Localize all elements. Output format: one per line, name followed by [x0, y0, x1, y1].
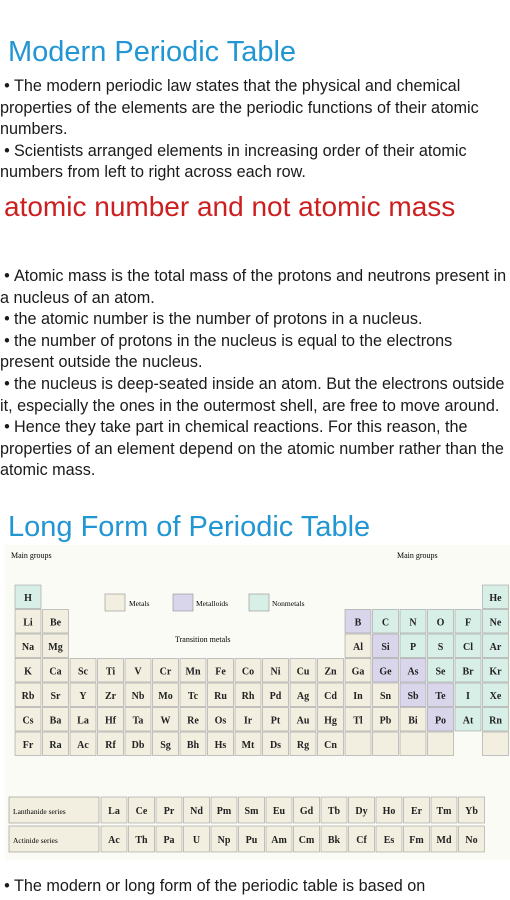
element-symbol: Cf [356, 835, 367, 846]
element-symbol: Pd [269, 691, 282, 702]
element-symbol: In [353, 691, 363, 702]
element-symbol: Cr [159, 666, 172, 678]
element-symbol: Am [271, 835, 287, 846]
element-symbol: Sm [244, 806, 259, 817]
element-symbol: Tc [187, 691, 199, 702]
legend-swatch-metals [105, 594, 125, 611]
element-symbol: Yb [465, 806, 478, 817]
element-symbol: F [464, 617, 472, 629]
element-symbol: W [160, 715, 171, 727]
element-symbol: Al [353, 642, 363, 653]
element-symbol: At [462, 715, 474, 727]
element-symbol: La [77, 715, 89, 727]
element-symbol: Pt [270, 715, 281, 727]
element-symbol: Au [296, 715, 310, 727]
element-symbol: B [354, 617, 362, 629]
element-symbol: Ti [105, 666, 116, 678]
element-symbol: I [466, 691, 470, 702]
element-symbol: Ca [49, 666, 62, 678]
element-symbol: Tl [353, 715, 363, 727]
element-symbol: Pm [216, 806, 232, 817]
element-symbol: Cs [22, 715, 34, 727]
legend-label-nonmetals: Nonmetals [272, 599, 305, 608]
legend-swatch-metalloids [173, 594, 193, 611]
element-symbol: Hs [214, 740, 227, 751]
element-symbol: Ce [135, 806, 148, 817]
element-symbol: Bi [408, 715, 418, 727]
lanthanide-series-label: Lanthanide series [13, 807, 66, 816]
element-symbol: Rh [241, 691, 255, 702]
periodic-table-image [5, 545, 510, 860]
legend-label-metalloids: Metalloids [196, 599, 229, 608]
element-cell [373, 732, 399, 756]
element-symbol: Kr [489, 666, 502, 678]
element-symbol: Xe [489, 691, 502, 702]
element-symbol: Ga [351, 666, 365, 678]
bullet-paragraph: • The modern periodic law states that the physical and chemical properties of the elements are the periodic functions of their atomic numbers. [0, 77, 479, 139]
element-symbol: Rf [105, 740, 116, 751]
element-symbol: Ni [270, 666, 281, 678]
element-symbol: Zn [324, 666, 337, 678]
element-symbol: Mo [158, 691, 173, 702]
element-symbol: Nd [190, 806, 203, 817]
element-symbol: Rn [489, 715, 502, 727]
element-symbol: Mt [241, 740, 255, 751]
element-symbol: Sr [50, 691, 61, 702]
section-atomic-number [0, 266, 510, 482]
element-symbol: Ba [49, 715, 62, 727]
element-symbol: Br [462, 666, 474, 678]
element-symbol: Es [383, 835, 395, 846]
element-symbol: Hg [324, 715, 337, 727]
element-symbol: Si [381, 642, 390, 653]
element-symbol: Li [23, 617, 33, 629]
element-symbol: Te [435, 691, 446, 702]
bullet-paragraph: • Atomic mass is the total mass of the protons and neutrons present in a nucleus of an atom. [0, 267, 507, 307]
element-symbol: K [24, 666, 32, 678]
element-symbol: Sb [407, 691, 419, 702]
element-symbol: La [108, 806, 120, 817]
element-symbol: O [436, 617, 445, 629]
element-symbol: Eu [272, 806, 286, 817]
element-symbol: No [465, 835, 478, 846]
element-symbol: Po [434, 715, 447, 727]
element-symbol: Ag [296, 691, 310, 702]
element-symbol: Pr [163, 806, 175, 817]
element-symbol: Cu [296, 666, 310, 678]
element-symbol: Mg [48, 642, 63, 653]
element-symbol: Pb [379, 715, 392, 727]
element-symbol: C [381, 617, 390, 629]
element-symbol: As [407, 666, 419, 678]
element-symbol: Bk [327, 835, 341, 846]
element-symbol: Cm [298, 835, 315, 846]
element-symbol: Os [214, 715, 227, 727]
element-symbol: Ho [382, 806, 396, 817]
element-symbol: Fm [409, 835, 424, 846]
element-symbol: Fe [215, 666, 226, 678]
section-long-form [0, 876, 510, 898]
element-symbol: Ra [49, 740, 62, 751]
element-symbol: S [437, 642, 444, 653]
heading-atomic-number: atomic number and not atomic mass [4, 191, 456, 222]
element-symbol: Nb [131, 691, 145, 702]
element-symbol: N [409, 617, 417, 629]
element-symbol: Ta [132, 715, 144, 727]
element-symbol: Db [131, 740, 145, 751]
bullet-paragraph: • Scientists arranged elements in increasing order of their atomic numbers from left to right across each row. [0, 141, 467, 182]
element-symbol: Np [217, 835, 231, 846]
element-symbol: Ge [379, 666, 392, 678]
element-symbol: Fr [22, 740, 34, 751]
bullet-paragraph: • the nucleus is deep-seated inside an atom. But the electrons outside it, especially the ones in the outermost shell, are free to move around. [0, 374, 505, 415]
element-symbol: Re [187, 715, 199, 727]
element-symbol: H [24, 593, 32, 604]
legend-label-metals: Metals [129, 599, 150, 608]
element-symbol: Sc [78, 666, 88, 678]
element-symbol: Ne [489, 617, 502, 629]
actinide-series-label: Actinide series [13, 836, 58, 845]
element-symbol: Na [21, 642, 35, 653]
element-cell [400, 732, 426, 756]
element-symbol: Th [135, 835, 148, 846]
element-symbol: V [134, 666, 142, 678]
element-symbol: Se [435, 666, 446, 678]
element-symbol: Gd [299, 806, 314, 817]
element-symbol: Y [79, 691, 87, 702]
main-groups-left-label: Main groups [11, 551, 52, 560]
main-groups-right-label: Main groups [397, 551, 438, 560]
element-symbol: Pa [163, 835, 175, 846]
element-symbol: Md [436, 835, 452, 846]
element-symbol: Be [49, 617, 62, 629]
legend-swatch-nonmetals [249, 594, 269, 611]
element-symbol: Tb [327, 806, 341, 817]
element-cell [428, 732, 454, 756]
element-symbol: Hf [104, 715, 117, 727]
element-symbol: Er [410, 806, 423, 817]
element-symbol: Sg [160, 740, 171, 751]
element-symbol: Cn [324, 740, 337, 751]
heading-modern-periodic-table: Modern Periodic Table [8, 36, 297, 68]
element-symbol: Zr [104, 691, 117, 702]
element-symbol: Sn [379, 691, 392, 702]
element-symbol: Ir [243, 715, 253, 727]
element-symbol: Rg [296, 740, 310, 751]
element-symbol: Bh [186, 740, 200, 751]
element-symbol: Co [241, 666, 255, 678]
element-symbol: He [489, 593, 502, 604]
bullet-paragraph: • Hence they take part in chemical reactions. For this reason, the properties of an element depend on the atomic number rather than the atomic mass. [0, 418, 504, 480]
transition-metals-label: Transition metals [175, 635, 231, 644]
element-symbol: Rb [21, 691, 35, 702]
element-symbol: Ds [269, 740, 282, 751]
element-symbol: Mn [185, 666, 201, 678]
element-symbol: Pu [245, 835, 258, 846]
section-modern-periodic-law [0, 76, 510, 184]
element-cell [483, 732, 509, 756]
bullet-paragraph: • The modern or long form of the periodic table is based on [4, 877, 426, 895]
element-symbol: Cd [324, 691, 337, 702]
element-symbol: P [409, 642, 417, 653]
element-symbol: Ac [77, 740, 89, 751]
element-symbol: Ar [489, 642, 502, 653]
heading-long-form: Long Form of Periodic Table [8, 511, 371, 543]
element-symbol: Cl [463, 642, 473, 653]
element-cell [345, 732, 371, 756]
element-symbol: Ac [108, 835, 120, 846]
element-symbol: Ru [214, 691, 227, 702]
element-symbol: U [192, 835, 201, 846]
element-symbol: Tm [436, 806, 452, 817]
bullet-paragraph: • the atomic number is the number of protons in a nucleus. [4, 310, 423, 329]
element-symbol: Dy [355, 806, 368, 817]
bullet-paragraph: • the number of protons in the nucleus is equal to the electrons present outside the nucleus. [0, 331, 453, 372]
